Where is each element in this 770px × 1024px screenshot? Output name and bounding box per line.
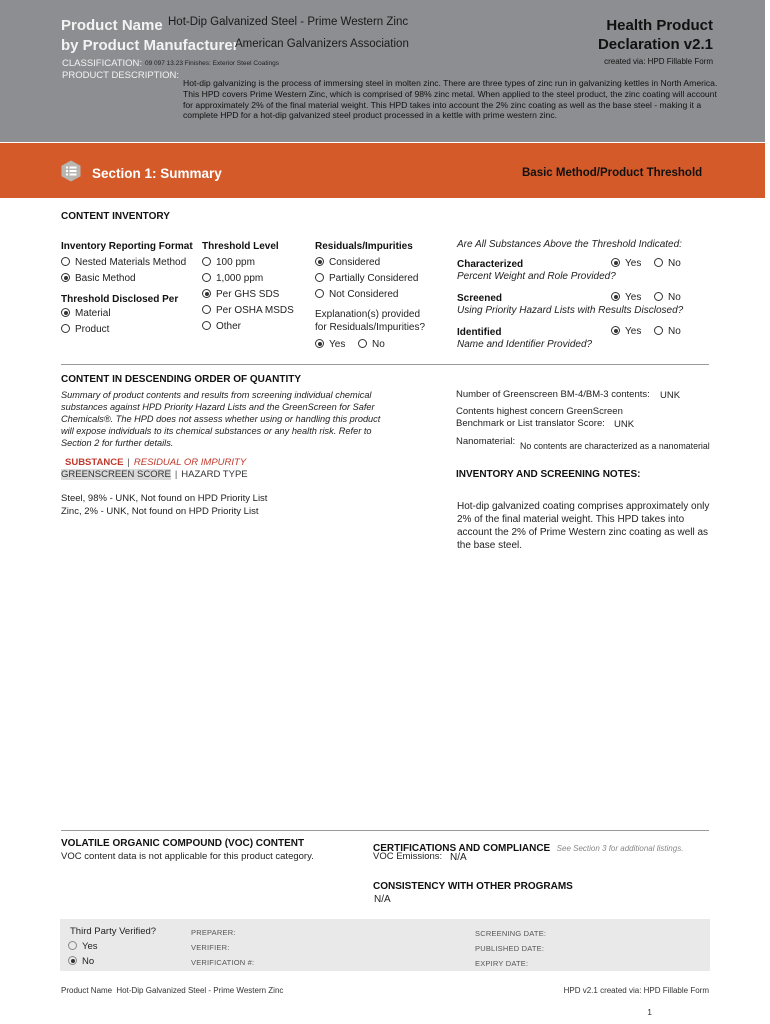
radio-circle <box>611 258 620 267</box>
voc-text: VOC content data is not applicable for this product category. <box>61 851 314 862</box>
radio-identified-no[interactable] <box>654 326 681 337</box>
section-method: Basic Method/Product Threshold <box>522 167 703 179</box>
manufacturer-label: by Product Manufacturer <box>61 37 239 54</box>
radio-label: 1,000 ppm <box>216 273 264 284</box>
radio-circle <box>61 257 70 266</box>
radio-verified-no[interactable] <box>68 956 94 967</box>
radio-identified-yes[interactable] <box>611 326 641 337</box>
radio-screened-yes[interactable] <box>611 292 641 303</box>
product-name-value: Hot-Dip Galvanized Steel - Prime Western Zinc <box>168 16 409 28</box>
identified-title: Identified <box>457 327 502 338</box>
expiry-date-label: EXPIRY DATE: <box>475 959 529 968</box>
consistency-heading: CONSISTENCY WITH OTHER PROGRAMS <box>373 881 573 892</box>
footer-product-value: Hot-Dip Galvanized Steel - Prime Western Zinc <box>116 986 284 995</box>
concern-label-2: Benchmark or List translator Score: <box>456 418 605 429</box>
radio-circle <box>611 326 620 335</box>
radio-label: Per GHS SDS <box>216 289 280 300</box>
content-order-summary: Summary of product contents and results from screening individual chemical substances against HPD Priority Hazard Lists and the GreenScreen for Safer Chemicals®. The HPD does not assess whether using or handling this product will expose individuals to its chemical substances or any health risk. Refer to Section 2 for further details. <box>61 390 381 448</box>
screened-title: Screened <box>457 293 503 304</box>
characterized-title: Characterized <box>457 259 524 270</box>
radio-ghs-sds[interactable] <box>202 289 279 300</box>
divider <box>61 830 709 831</box>
voc-emissions-label: VOC Emissions: <box>373 851 443 862</box>
radio-label: No <box>82 956 95 967</box>
description-label: PRODUCT DESCRIPTION: <box>62 70 180 81</box>
radio-label: Yes <box>329 339 346 350</box>
verifier-label: VERIFIER: <box>191 943 230 952</box>
content-item: Steel, 98% - UNK, Not found on HPD Priority List <box>61 493 268 504</box>
radio-basic-method[interactable] <box>61 273 136 284</box>
radio-circle <box>202 257 211 266</box>
radio-circle <box>654 292 663 301</box>
footer-product <box>61 986 283 995</box>
verification-number-label: VERIFICATION #: <box>191 958 255 967</box>
radio-label: No <box>372 339 385 350</box>
nano-label: Nanomaterial: <box>456 436 516 447</box>
legend-line-1: SUBSTANCE | RESIDUAL OR IMPURITY <box>65 457 247 468</box>
radio-100ppm[interactable] <box>202 257 255 268</box>
radio-1000ppm[interactable] <box>202 273 263 284</box>
legend-greenscreen: GREENSCREEN SCORE <box>61 469 171 480</box>
page-number: 1 <box>647 1007 652 1017</box>
concern-value: UNK <box>614 419 635 430</box>
bm-label: Number of Greenscreen BM-4/BM-3 contents: <box>456 389 650 400</box>
radio-label: Considered <box>329 257 381 268</box>
voc-emissions-value: N/A <box>450 852 467 863</box>
radio-label: Yes <box>82 941 98 952</box>
third-party-label: Third Party Verified? <box>70 926 157 937</box>
classification-value: 09 097 13.23 Finishes: Exterior Steel Coatings <box>145 60 280 67</box>
radio-characterized-yes[interactable] <box>611 258 641 269</box>
threshold-per-label: Threshold Disclosed Per <box>61 294 179 305</box>
radio-explanation-yes[interactable] <box>315 339 345 350</box>
verification-box <box>60 919 710 971</box>
radio-circle <box>61 324 70 333</box>
radio-label: Yes <box>625 326 642 337</box>
radio-circle <box>68 956 77 965</box>
radio-label: 100 ppm <box>216 257 255 268</box>
radio-circle <box>654 326 663 335</box>
radio-label: Basic Method <box>75 273 136 284</box>
residuals-label: Residuals/Impurities <box>315 241 413 252</box>
footer-right-text: HPD v2.1 created via: HPD Fillable Form <box>563 986 709 995</box>
radio-label: Yes <box>625 258 642 269</box>
content-inventory-heading: CONTENT INVENTORY <box>61 211 170 222</box>
radio-label: Yes <box>625 292 642 303</box>
radio-label: Other <box>216 321 242 332</box>
radio-label: Material <box>75 308 111 319</box>
threshold-question: Are All Substances Above the Threshold Indicated: <box>457 239 682 250</box>
radio-considered[interactable] <box>315 257 380 268</box>
threshold-level-label: Threshold Level <box>202 241 279 252</box>
format-label: Inventory Reporting Format <box>61 241 193 252</box>
radio-not-considered[interactable] <box>315 289 398 300</box>
radio-circle <box>202 321 211 330</box>
radio-nested-materials[interactable] <box>61 257 186 268</box>
radio-circle <box>315 289 324 298</box>
divider <box>61 364 709 365</box>
radio-label: Nested Materials Method <box>75 257 187 268</box>
radio-screened-no[interactable] <box>654 292 681 303</box>
radio-product[interactable] <box>61 324 109 335</box>
content-order-heading: CONTENT IN DESCENDING ORDER OF QUANTITY <box>61 374 302 385</box>
radio-osha-msds[interactable] <box>202 305 294 316</box>
voc-heading: VOLATILE ORGANIC COMPOUND (VOC) CONTENT <box>61 838 305 849</box>
radio-circle <box>61 308 70 317</box>
radio-verified-yes[interactable] <box>68 941 98 952</box>
manufacturer-value: American Galvanizers Association <box>235 38 409 50</box>
explanation-label-2: for Residuals/Impurities? <box>315 322 426 333</box>
radio-label: Not Considered <box>329 289 399 300</box>
radio-circle <box>202 289 211 298</box>
bm-value: UNK <box>660 390 681 401</box>
published-date-label: PUBLISHED DATE: <box>475 944 545 953</box>
radio-other[interactable] <box>202 321 241 332</box>
nano-value: No contents are characterized as a nanomaterial <box>520 441 710 451</box>
doc-title-line2: Declaration v2.1 <box>597 36 713 53</box>
radio-label: Partially Considered <box>329 273 419 284</box>
explanation-label-1: Explanation(s) provided <box>315 309 421 320</box>
consistency-value: N/A <box>374 894 391 905</box>
preparer-label: PREPARER: <box>191 928 236 937</box>
created-via: created via: HPD Fillable Form <box>604 57 713 66</box>
identified-sub: Name and Identifier Provided? <box>457 339 593 350</box>
radio-circle <box>61 273 70 282</box>
legend-line-2: GREENSCREEN SCORE | HAZARD TYPE <box>61 469 248 480</box>
radio-circle <box>202 305 211 314</box>
radio-circle <box>315 257 324 266</box>
radio-circle <box>315 273 324 282</box>
radio-circle <box>654 258 663 267</box>
concern-label-1: Contents highest concern GreenScreen <box>456 406 623 417</box>
screened-sub: Using Priority Hazard Lists with Results Disclosed? <box>457 305 684 316</box>
characterized-sub: Percent Weight and Role Provided? <box>457 271 616 282</box>
product-name-label: Product Name <box>61 17 163 34</box>
radio-circle <box>611 292 620 301</box>
radio-circle <box>202 273 211 282</box>
certifications-heading: CERTIFICATIONS AND COMPLIANCE <box>373 843 551 854</box>
list-icon <box>60 160 82 182</box>
screening-date-label: SCREENING DATE: <box>475 929 547 938</box>
radio-circle <box>68 941 77 950</box>
classification-label: CLASSIFICATION: <box>62 58 143 69</box>
radio-label: No <box>668 326 681 337</box>
content-item: Zinc, 2% - UNK, Not found on HPD Priority List <box>61 506 259 517</box>
radio-label: Per OSHA MSDS <box>216 305 294 316</box>
description-value: Hot-dip galvanizing is the process of immersing steel in molten zinc. There are three types of zinc run in galvanizing kettles in North America. This HPD covers Prime Western Zinc, which is comprised of 98% zinc metal. When applied to the steel product, the zinc coating will account for approximately 2% of the final material weight. This HPD takes into account the 2% zinc coating as well as the base steel - making it a complete HPD for a hot-dip galvanized steel product processed in a kettle with prime western zinc. <box>183 78 718 121</box>
radio-characterized-no[interactable] <box>654 258 681 269</box>
section-title: Section 1: Summary <box>92 166 222 181</box>
see-section-note: See Section 3 for additional listings. <box>556 844 684 853</box>
legend-substance: SUBSTANCE <box>65 457 124 468</box>
radio-label: No <box>668 258 681 269</box>
doc-title-line1: Health Product <box>606 17 713 34</box>
radio-circle <box>358 339 367 348</box>
notes-text: Hot-dip galvanized coating comprises approximately only 2% of the final material weight. This HPD takes into account the 2% of Prime Western zinc coating as well as the base steel. <box>457 501 710 551</box>
radio-label: No <box>668 292 681 303</box>
notes-heading: INVENTORY AND SCREENING NOTES: <box>456 469 641 480</box>
radio-circle <box>315 339 324 348</box>
radio-material[interactable] <box>61 308 111 319</box>
legend-hazard: HAZARD TYPE <box>181 469 248 480</box>
radio-partially-considered[interactable] <box>315 273 419 284</box>
radio-explanation-no[interactable] <box>358 339 385 350</box>
radio-label: Product <box>75 324 110 335</box>
footer-product-label: Product Name <box>61 986 113 995</box>
legend-residual: RESIDUAL OR IMPURITY <box>133 457 247 468</box>
